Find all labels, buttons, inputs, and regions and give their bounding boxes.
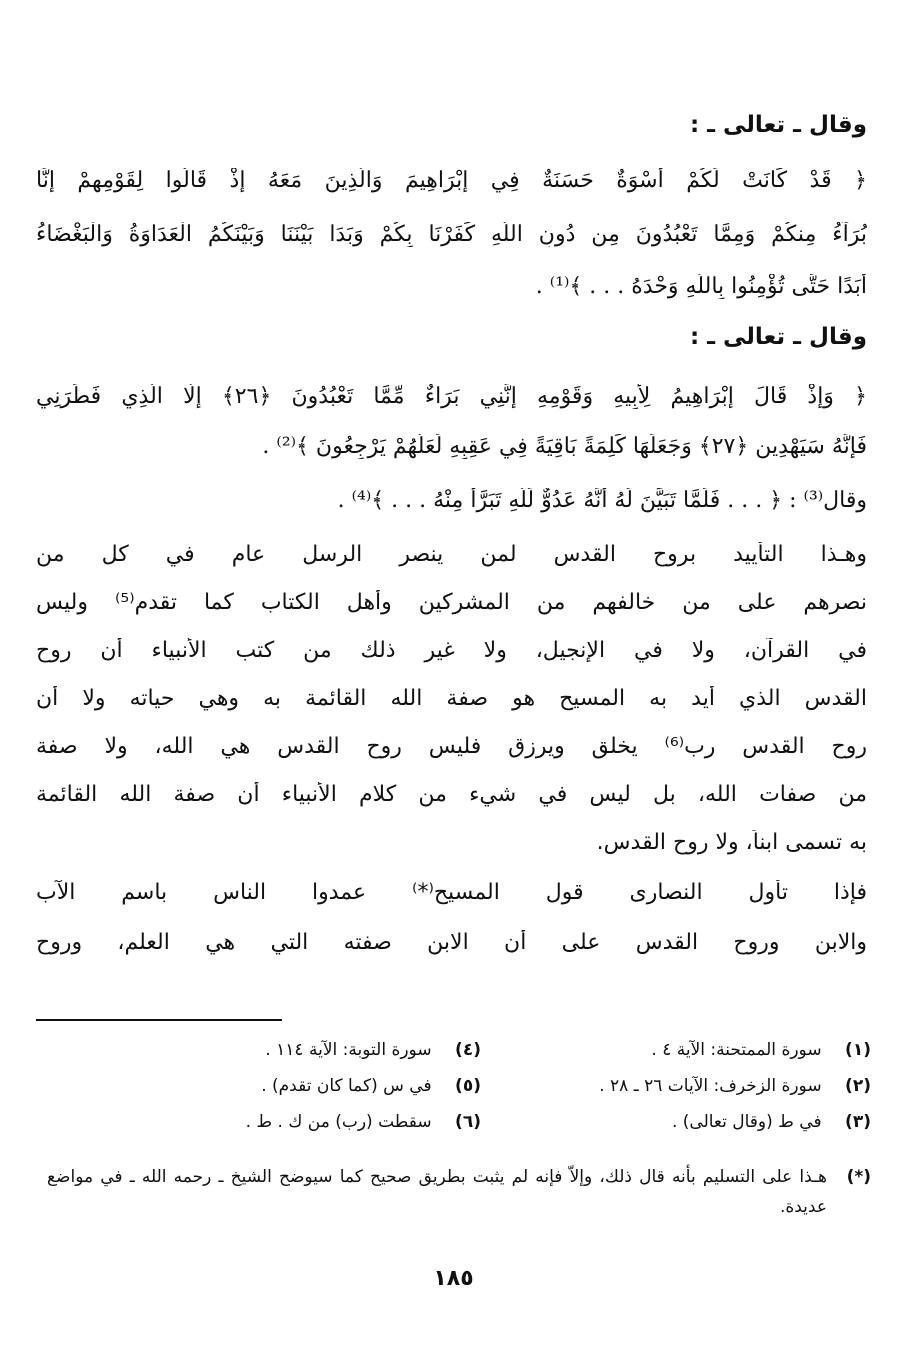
paragraph-1-line-1: وهـذا التأييد بروح القدس لمن ينصر الرسل عام في كل من bbox=[36, 542, 867, 567]
footnote-text: سورة الممتحنة: الآية ٤ . bbox=[651, 1040, 822, 1060]
footnote-6 bbox=[246, 1112, 481, 1132]
footnote-number: (٣) bbox=[845, 1112, 871, 1132]
page-number: ١٨٥ bbox=[433, 1266, 474, 1291]
footnote-text: سورة الزخرف: الآيات ٢٦ ـ ٢٨ . bbox=[599, 1076, 822, 1096]
paragraph-1-line-6: من صفات الله، بل ليس في شيء من كلام الأنبياء أن صفة الله القائمة bbox=[36, 782, 867, 807]
footnote-text: في ط (وقال تعالى) . bbox=[671, 1112, 822, 1132]
footnote-row bbox=[40, 1076, 871, 1112]
quran-verse-1-line-3: أَبَدًا حَتَّى تُؤْمِنُوا بِاللَّهِ وَحْدَهُ . . . ﴾⁽¹⁾ . bbox=[535, 274, 867, 299]
intro-line-1: وقال ـ تعالى ـ : bbox=[689, 112, 867, 138]
footnote-number: (٦) bbox=[455, 1112, 481, 1132]
footnote-number: (١) bbox=[845, 1040, 871, 1060]
paragraph-1-line-3: في القرآن، ولا في الإنجيل، ولا غير ذلك من كتب الأنبياء أن روح bbox=[36, 638, 867, 663]
paragraph-2-line-1: فإذا تأول النصارى قول المسيح⁽*⁾ عمدوا الناس باسم الآب bbox=[36, 880, 867, 905]
paragraph-1-line-7: به تسمى ابناً، ولا روح القدس. bbox=[596, 830, 867, 855]
footnotes bbox=[40, 1040, 871, 1148]
footnote-number: (٥) bbox=[455, 1076, 481, 1096]
footnote-2 bbox=[599, 1076, 871, 1096]
paragraph-1-line-2: نصرهم على من خالفهم من المشركين وأهل الكتاب كما تقدم⁽⁵⁾ وليس bbox=[36, 590, 867, 615]
footnote-5 bbox=[261, 1076, 481, 1096]
footnote-number: (٤) bbox=[455, 1040, 481, 1060]
footnote-number: (*) bbox=[846, 1167, 871, 1187]
quran-verse-1-line-2: بُرَآءُ مِنكُمْ وَمِمَّا تَعْبُدُونَ مِن دُونِ اللَّهِ كَفَرْنَا بِكُمْ وَبَدَا بَيْنَنَا وَبَيْنَكُمُ الْعَدَاوَةُ وَالْبَغْضَاءُ bbox=[36, 222, 867, 247]
footnote-4 bbox=[265, 1040, 481, 1060]
footnote-separator bbox=[36, 1019, 282, 1021]
paragraph-1-line-4: القدس الذي أيد به المسيح هو صفة الله القائمة به وهي حياته ولا أن bbox=[36, 686, 867, 711]
footnote-row bbox=[40, 1040, 871, 1076]
quran-verse-1-line-1: ﴿ قَدْ كَانَتْ لَكُمْ أُسْوَةٌ حَسَنَةٌ فِي إِبْرَاهِيمَ وَالَّذِينَ مَعَهُ إِذْ قَالُوا لِقَوْمِهِمْ إِنَّا bbox=[36, 168, 867, 193]
paragraph-2-line-2: والابن وروح القدس على أن الابن صفته التي هي العلم، وروح bbox=[36, 930, 867, 955]
paragraph-1-line-5: روح القدس رب⁽⁶⁾ يخلق ويرزق فليس روح القدس هي الله، ولا صفة bbox=[36, 734, 867, 759]
quran-verse-3: وقال⁽³⁾ : ﴿ . . . فَلَمَّا تَبَيَّنَ لَهُ أَنَّهُ عَدُوٌّ لِّلَّهِ تَبَرَّأَ مِنْهُ . . . ﴾⁽⁴⁾ . bbox=[337, 488, 867, 513]
footnote-text: هـذا على التسليم بأنه قال ذلك، وإلاّ فإنه لم يثبت بطريق صحيح كما سيوضح الشيخ ـ رحمه الله ـ في مواضع عديدة. bbox=[47, 1167, 827, 1217]
quran-verse-2-line-1: ﴿ وَإِذْ قَالَ إِبْرَاهِيمُ لِأَبِيهِ وَقَوْمِهِ إِنَّنِي بَرَاءٌ مِّمَّا تَعْبُدُونَ ﴿٢٦﴾ إِلَّا الَّذِي فَطَرَنِي bbox=[36, 384, 867, 409]
footnote-text: سقطت (رب) من ك . ط . bbox=[245, 1112, 432, 1132]
footnote-star bbox=[40, 1162, 871, 1222]
footnote-1 bbox=[651, 1040, 871, 1060]
footnote-text: سورة التوبة: الآية ١١٤ . bbox=[265, 1040, 432, 1060]
footnote-number: (٢) bbox=[845, 1076, 871, 1096]
intro-line-2: وقال ـ تعالى ـ : bbox=[689, 324, 867, 350]
footnote-text: في س (كما كان تقدم) . bbox=[261, 1076, 432, 1096]
footnote-row bbox=[40, 1112, 871, 1148]
quran-verse-2-line-2: فَإِنَّهُ سَيَهْدِينِ ﴿٢٧﴾ وَجَعَلَهَا كَلِمَةً بَاقِيَةً فِي عَقِبِهِ لَعَلَّهُمْ يَرْجِعُونَ ﴾⁽²⁾ . bbox=[262, 434, 867, 459]
footnote-3 bbox=[672, 1112, 871, 1132]
